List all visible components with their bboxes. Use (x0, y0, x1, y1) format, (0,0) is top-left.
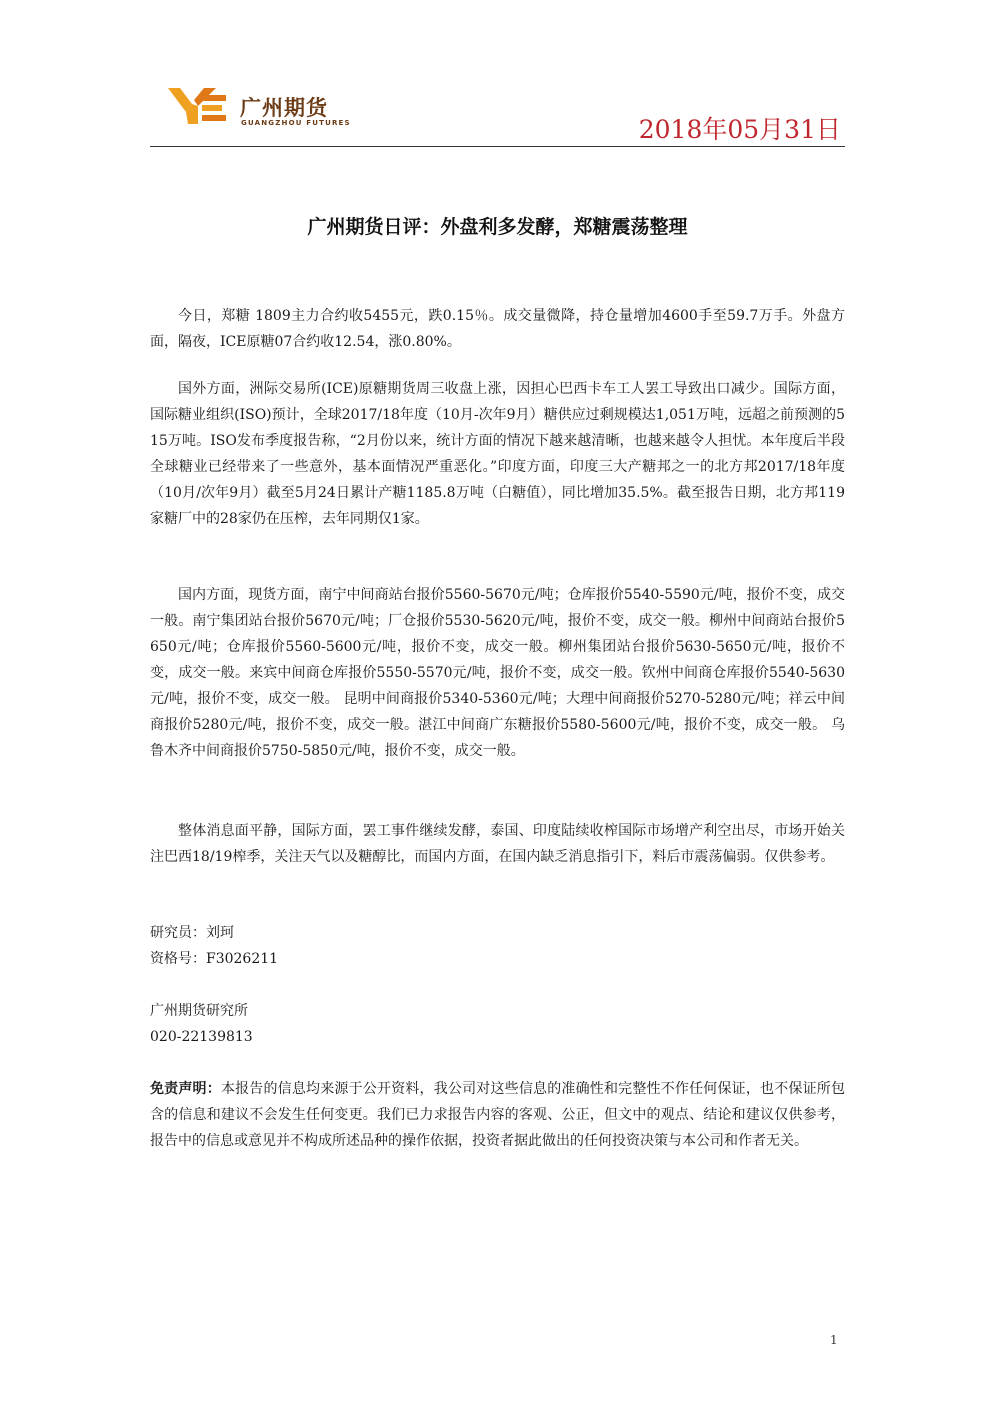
logo-mark-icon (168, 86, 232, 126)
institute-name: 广州期货研究所 (150, 1003, 248, 1019)
disclaimer (150, 1076, 845, 1154)
paragraph-outlook: 整体消息面平静，国际方面，罢工事件继续发酵，泰国、印度陆续收榨国际市场增产利空出尽，市场开始关注巴西18/19榨季，关注天气以及糖醇比，而国内方面，在国内缺乏消息指引下，料后市震荡偏弱。仅供参考。 (150, 823, 845, 865)
contact-phone: 020-22139813 (150, 1029, 253, 1045)
paragraph-market-summary: 今日，郑糖 1809主力合约收5455元，跌0.15％。成交量微降，持仓量增加4600手至59.7万手。外盘方面，隔夜，ICE原糖07合约收12.54，涨0.80%。 (150, 308, 845, 350)
paragraph-international: 国外方面，洲际交易所(ICE)原糖期货周三收盘上涨，因担心巴西卡车工人罢工导致出口减少。国际方面，国际糖业组织(ISO)预计，全球2017/18年度（10月-次年9月）糖供应过剩规模达1,051万吨，远超之前预测的515万吨。ISO发布季度报告称，“2月份以来，统计方面的情况下越来越清晰，也越来越令人担忧。本年度后半段全球糖业已经带来了一些意外，基本面情况严重恶化。”印度方面，印度三大产糖邦之一的北方邦2017/18年度（10月/次年9月）截至5月24日累计产糖1185.8万吨（白糖值），同比增加35.5%。截至报告日期，北方邦119家糖厂中的28家仍在压榨，去年同期仅1家。 (150, 381, 845, 527)
disclaimer-text: 本报告的信息均来源于公开资料，我公司对这些信息的准确性和完整性不作任何保证，也不保证所包含的信息和建议不会发生任何变更。我们已力求报告内容的客观、公正，但文中的观点、结论和建议仅供参考，报告中的信息或意见并不构成所述品种的操作依据，投资者据此做出的任何投资决策与本公司和作者无关。 (150, 1081, 845, 1149)
page-number: 1 (830, 1333, 838, 1347)
researcher-name: 研究员：刘珂 (150, 925, 234, 941)
header-divider (150, 146, 845, 147)
company-logo (168, 86, 358, 130)
report-date: 2018年05月31日 (638, 115, 841, 144)
certification-number: 资格号：F3026211 (150, 951, 279, 967)
disclaimer-label: 免责声明： (150, 1081, 221, 1097)
logo-chinese-name: 广州期货 (240, 96, 328, 120)
report-title: 广州期货日评：外盘利多发酵，郑糖震荡整理 (307, 216, 688, 238)
logo-english-name: GUANGZHOU FUTURES (241, 119, 351, 127)
page-header (150, 82, 845, 148)
paragraph-domestic-spot: 国内方面，现货方面，南宁中间商站台报价5560-5670元/吨；仓库报价5540-5590元/吨，报价不变，成交一般。南宁集团站台报价5670元/吨；厂仓报价5530-5620元/吨，报价不变，成交一般。柳州中间商站台报价5650元/吨；仓库报价5560-5600元/吨，报价不变，成交一般。柳州集团站台报价5630-5650元/吨，报价不变，成交一般。来宾中间商仓库报价5550-5570元/吨，报价不变，成交一般。钦州中间商仓库报价5540-5630元/吨，报价不变，成交一般。 昆明中间商报价5340-5360元/吨；大理中间商报价5270-5280元/吨；祥云中间商报价5280元/吨，报价不变，成交一般。湛江中间商广东糖报价5580-5600元/吨，报价不变，成交一般。 乌鲁木齐中间商报价5750-5850元/吨，报价不变，成交一般。 (150, 587, 845, 759)
